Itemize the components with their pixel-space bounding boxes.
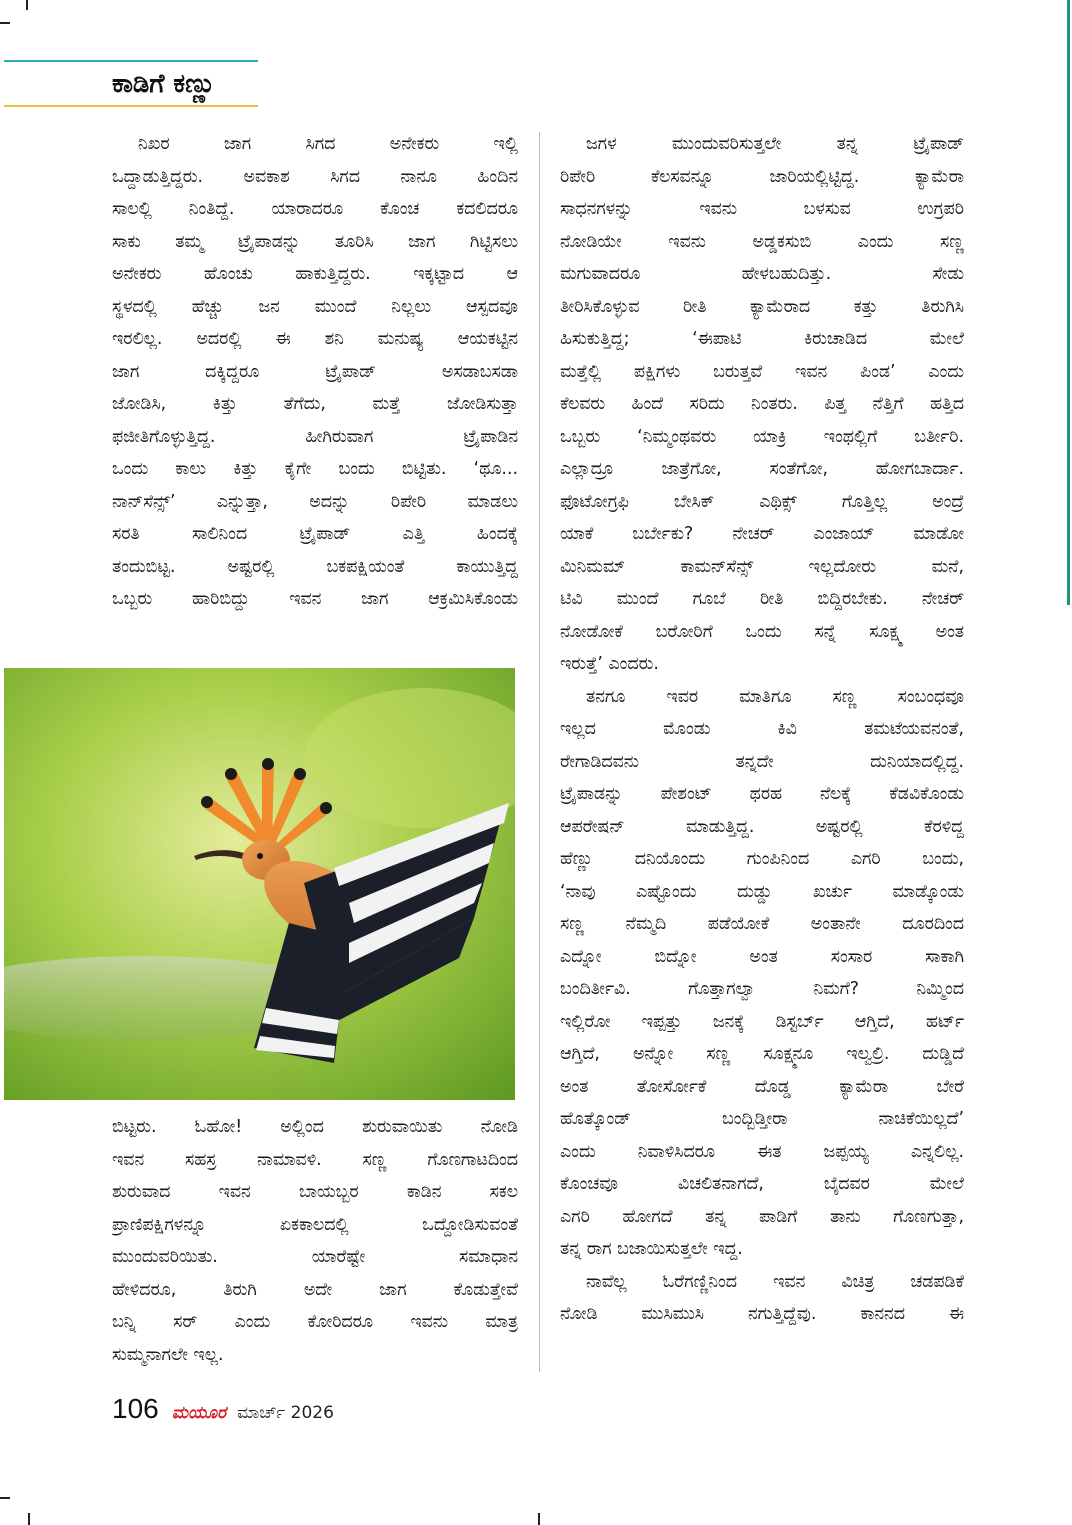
text-line: ಸ್ಥಳದಲ್ಲಿ ಹೆಚ್ಚು ಜನ ಮುಂದೆ ನಿಲ್ಲಲು ಆಸ್ಪದವೂ	[112, 296, 518, 317]
magazine-logo: ಮಯೂರ	[171, 1403, 227, 1423]
crop-mark	[0, 1497, 10, 1499]
text-line: ಅನೇಕರು ಹೊಂಚು ಹಾಕುತ್ತಿದ್ದರು. ಇಕ್ಕಟ್ಟಾದ ಆ	[112, 264, 518, 284]
text-line: ಎದ್ನೋ ಬಿದ್ನೋ ಅಂತ ಸಂಸಾರ ಸಾಕಾಗಿ	[560, 946, 964, 967]
text-line: ಹೆಣ್ಣು ದನಿಯೊಂದು ಗುಂಪಿನಿಂದ ಎಗರಿ ಬಂದು,	[560, 849, 964, 869]
text-line: ತನ್ನ ರಾಗ ಬಜಾಯಿಸುತ್ತಲೇ ಇದ್ದ.	[560, 1239, 743, 1259]
text-line: ಮತ್ತೆಲ್ಲಿ ಪಕ್ಷಿಗಳು ಬರುತ್ತವೆ ಇವನ ಪಿಂಡ’ ಎಂದು	[560, 361, 964, 382]
text-line: ಹೊತ್ಕೊಂಡ್ ಬಂದ್ಬಿಡ್ತೀರಾ ನಾಚಿಕೆಯಿಲ್ಲದೆ’	[560, 1109, 964, 1129]
hoopoe-illustration	[4, 668, 515, 1100]
text-line: ಮಿನಿಮಮ್ ಕಾಮನ್‌ಸೆನ್ಸ್ ಇಲ್ಲದೋರು ಮನೆ,	[560, 556, 964, 577]
text-line: ಎಗರಿ ಹೋಗದೆ ತನ್ನ ಪಾಡಿಗೆ ತಾನು ಗೊಣಗುತ್ತಾ,	[560, 1206, 964, 1227]
text-line: ಟ್ರೈಪಾಡನ್ನು ಪೇಶಂಟ್ ಥರಹ ನೆಲಕ್ಕೆ ಕೆಡವಿಕೊಂಡು	[560, 784, 964, 804]
text-line: ಹಿಸುಕುತ್ತಿದ್ದ; ‘ಈಪಾಟಿ ಕಿರುಚಾಡಿದ ಮೇಲೆ	[560, 329, 964, 349]
text-line: ‘ನಾವು ಎಷ್ಟೊಂದು ದುಡ್ಡು ಖರ್ಚು ಮಾಡ್ಕೊಂಡು	[560, 881, 964, 902]
text-line: ಸುಮ್ಮನಾಗಲೇ ಇಲ್ಲ.	[112, 1344, 224, 1365]
text-line: ಜೋಡಿಸಿ, ಕಿತ್ತು ತೆಗೆದು, ಮತ್ತೆ ಜೋಡಿಸುತ್ತಾ	[112, 394, 518, 414]
article-column-right	[560, 128, 964, 1331]
column-divider	[539, 132, 540, 1372]
text-line: ನೋಡಿ ಮುಸಿಮುಸಿ ನಗುತ್ತಿದ್ದೆವು. ಕಾನನದ ಈ	[560, 1304, 964, 1324]
text-line: ಒದ್ದಾಡುತ್ತಿದ್ದರು. ಅವಕಾಶ ಸಿಗದ ನಾನೂ ಹಿಂದಿನ	[112, 166, 518, 187]
page-number: 106	[112, 1393, 159, 1424]
text-line: ಮುಂದುವರಿಯಿತು. ಯಾರೆಷ್ಟೇ ಸಮಾಧಾನ	[112, 1247, 518, 1267]
text-line: ರೇಗಾಡಿದವನು ತನ್ನದೇ ದುನಿಯಾದಲ್ಲಿದ್ದ.	[560, 751, 964, 772]
text-line: ಬಿಟ್ಟರು. ಓಹೋ! ಅಲ್ಲಿಂದ ಶುರುವಾಯಿತು ನೋಡಿ	[112, 1117, 518, 1137]
page-footer	[112, 1393, 334, 1429]
text-line: ಇರಲಿಲ್ಲ. ಅದರಲ್ಲಿ ಈ ಶನಿ ಮನುಷ್ಯ ಆಯಕಟ್ಟಿನ	[112, 329, 518, 349]
article-column-left-top	[112, 128, 518, 616]
text-line: ಜಾಗ ದಕ್ಕಿದ್ದರೂ ಟ್ರೈಪಾಡ್ ಅಸಡಾಬಸಡಾ	[112, 361, 518, 382]
text-line: ಇರುತ್ತೆ’ ಎಂದರು.	[560, 654, 659, 674]
hoopoe-bird-photo	[4, 668, 515, 1100]
text-line: ಸಾಲಲ್ಲಿ ನಿಂತಿದ್ದೆ. ಯಾರಾದರೂ ಕೊಂಚ ಕದಲಿದರೂ	[112, 199, 518, 219]
text-line: ನೋಡಿಯೇ ಇವನು ಅಡ್ಡಕಸುಬಿ ಎಂದು ಸಣ್ಣ	[560, 231, 964, 252]
text-line: ಇಲ್ಲದ ಮೊಂಡು ಕಿವಿ ತಮಟೆಯವನಂತೆ,	[560, 719, 964, 739]
text-line: ಫಜೀತಿಗೊಳ್ಳುತ್ತಿದ್ದ. ಹೀಗಿರುವಾಗ ಟ್ರೈಪಾಡಿನ	[112, 426, 518, 447]
header-rule-bottom	[4, 105, 258, 107]
crop-mark	[538, 1513, 540, 1525]
text-line: ನಾನ್‌ಸೆನ್ಸ್’ ಎನ್ನುತ್ತಾ, ಅದನ್ನು ರಿಪೇರಿ ಮಾಡಲು	[112, 491, 518, 512]
text-line: ಯಾಕೆ ಬರ್ಬೇಕು? ನೇಚರ್ ಎಂಜಾಯ್ ಮಾಡೋ	[560, 524, 964, 544]
text-line: ಟಿವಿ ಮುಂದೆ ಗೂಬೆ ರೀತಿ ಬಿದ್ದಿರಬೇಕು. ನೇಚರ್	[560, 589, 964, 609]
text-line: ಒಂದು ಕಾಲು ಕಿತ್ತು ಕೈಗೇ ಬಂದು ಬಿಟ್ಟಿತು. ‘ಥೂ...	[112, 459, 518, 479]
text-line: ಇಲ್ಲಿರೋ ಇಪ್ಪತ್ತು ಜನಕ್ಕೆ ಡಿಸ್ಟರ್ಬ್ ಆಗ್ತಿದೆ, ಹರ್ಟ್	[560, 1011, 964, 1032]
article-column-left-bottom	[112, 1111, 518, 1371]
text-line: ಸರತಿ ಸಾಲಿನಿಂದ ಟ್ರೈಪಾಡ್ ಎತ್ತಿ ಹಿಂದಕ್ಕೆ	[112, 524, 518, 544]
text-line: ಅಂತ ತೋರ್ಸೋಕೆ ದೊಡ್ಡ ಕ್ಯಾಮೆರಾ ಬೇರೆ	[560, 1076, 964, 1097]
text-line: ರಿಪೇರಿ ಕೆಲಸವನ್ನೂ ಜಾರಿಯಲ್ಲಿಟ್ಟಿದ್ದ. ಕ್ಯಾಮೆರಾ	[560, 166, 964, 187]
text-line: ಇವನ ಸಹಸ್ರ ನಾಮಾವಳಿ. ಸಣ್ಣ ಗೊಣಗಾಟದಿಂದ	[112, 1149, 518, 1170]
crop-mark	[0, 22, 10, 24]
text-line: ಎಂದು ನಿವಾಳಿಸಿದರೂ ಈತ ಜಪ್ಪಯ್ಯ ಎನ್ನಲಿಲ್ಲ.	[560, 1141, 964, 1162]
text-line: ಒಬ್ಬರು ಹಾರಿಬಿದ್ದು ಇವನ ಜಾಗ ಆಕ್ರಮಿಸಿಕೊಂಡು	[112, 589, 518, 609]
text-line: ತನಗೂ ಇವರ ಮಾತಿಗೂ ಸಣ್ಣ ಸಂಬಂಧವೂ	[586, 686, 964, 707]
text-line: ನಾವೆಲ್ಲ ಓರೆಗಣ್ಣಿನಿಂದ ಇವನ ವಿಚಿತ್ರ ಚಡಪಡಿಕೆ	[586, 1271, 964, 1292]
text-line: ನಿಖರ ಜಾಗ ಸಿಗದ ಅನೇಕರು ಇಲ್ಲಿ	[138, 134, 518, 154]
text-line: ಎಲ್ಲಾದ್ರೂ ಜಾತ್ರೆಗೋ, ಸಂತೆಗೋ, ಹೋಗಬಾರ್ದಾ.	[560, 459, 964, 479]
text-line: ಫೊಟೋಗ್ರಫಿ ಬೇಸಿಕ್ ಎಥಿಕ್ಸ್ ಗೊತ್ತಿಲ್ಲ ಅಂದ್ರೆ	[560, 491, 964, 512]
header-rule-top	[4, 60, 258, 62]
crop-mark	[28, 1513, 30, 1525]
text-line: ಬನ್ನಿ ಸರ್ ಎಂದು ಕೋರಿದರೂ ಇವನು ಮಾತ್ರ	[112, 1312, 518, 1332]
text-line: ಮಗುವಾದರೂ ಹೇಳಬಹುದಿತ್ತು. ಸೇಡು	[560, 264, 964, 284]
text-line: ತಂದುಬಿಟ್ಟ. ಅಷ್ಟರಲ್ಲಿ ಬಕಪಕ್ಷಿಯಂತೆ ಕಾಯುತ್ತಿದ್ದ	[112, 556, 518, 577]
text-line: ಶುರುವಾದ ಇವನ ಬಾಯಬ್ಬರ ಕಾಡಿನ ಸಕಲ	[112, 1182, 518, 1202]
text-line: ನೋಡೋಕೆ ಬರೋರಿಗೆ ಒಂದು ಸನ್ನೆ ಸೂಕ್ಷ್ಮ ಅಂತ	[560, 621, 964, 642]
text-line: ಸಣ್ಣ ನೆಮ್ಮದಿ ಪಡೆಯೋಕೆ ಅಂತಾನೇ ದೂರದಿಂದ	[560, 914, 964, 934]
text-line: ಆಗ್ತಿದೆ, ಅನ್ನೋ ಸಣ್ಣ ಸೂಕ್ಷ್ಮನೂ ಇಲ್ವಲ್ರಿ. ದುಡ್ಡಿದೆ	[560, 1044, 964, 1064]
text-line: ತೀರಿಸಿಕೊಳ್ಳುವ ರೀತಿ ಕ್ಯಾಮೆರಾದ ಕತ್ತು ತಿರುಗಿಸಿ	[560, 296, 964, 317]
crop-mark	[26, 0, 28, 10]
text-line: ಒಬ್ಬರು ‘ನಿಮ್ಮಂಥವರು ಯಾಕ್ರಿ ಇಂಥಲ್ಲಿಗೆ ಬರ್ತೀರಿ.	[560, 426, 964, 447]
text-line: ಪ್ರಾಣಿಪಕ್ಷಿಗಳನ್ನೂ ಏಕಕಾಲದಲ್ಲಿ ಒದ್ದೋಡಿಸುವಂತೆ	[112, 1214, 518, 1235]
text-line: ಸಾಕು ತಮ್ಮ ಟ್ರೈಪಾಡನ್ನು ತೂರಿಸಿ ಜಾಗ ಗಿಟ್ಟಿಸಲು	[112, 231, 518, 252]
issue-date: ಮಾರ್ಚ್ 2026	[237, 1403, 334, 1423]
text-line: ಕೆಲವರು ಹಿಂದೆ ಸರಿದು ನಿಂತರು. ಪಿತ್ತ ನೆತ್ತಿಗೆ ಹತ್ತಿದ	[560, 394, 964, 414]
text-line: ಬಂದಿರ್ತೀವಿ. ಗೊತ್ತಾಗಲ್ವಾ ನಿಮಗೆ? ನಿಮ್ಮಿಂದ	[560, 979, 964, 999]
text-line: ಸಾಧನಗಳನ್ನು ಇವನು ಬಳಸುವ ಉಗ್ರಪರಿ	[560, 199, 964, 219]
text-line: ಜಗಳ ಮುಂದುವರಿಸುತ್ತಲೇ ತನ್ನ ಟ್ರೈಪಾಡ್	[586, 134, 964, 154]
page-edge-rule	[1067, 0, 1070, 605]
text-line: ಕೊಂಚವೂ ವಿಚಲಿತನಾಗದೆ, ಬೈದವರ ಮೇಲೆ	[560, 1174, 964, 1194]
text-line: ಹೇಳಿದರೂ, ತಿರುಗಿ ಅದೇ ಜಾಗ ಕೊಡುತ್ತೇವೆ	[112, 1279, 518, 1300]
text-line: ಆಪರೇಷನ್ ಮಾಡುತ್ತಿದ್ದ. ಅಷ್ಟರಲ್ಲಿ ಕೆರಳಿದ್ದ	[560, 816, 964, 837]
section-title: ಕಾಡಿಗೆ ಕಣ್ಣು	[112, 69, 216, 99]
